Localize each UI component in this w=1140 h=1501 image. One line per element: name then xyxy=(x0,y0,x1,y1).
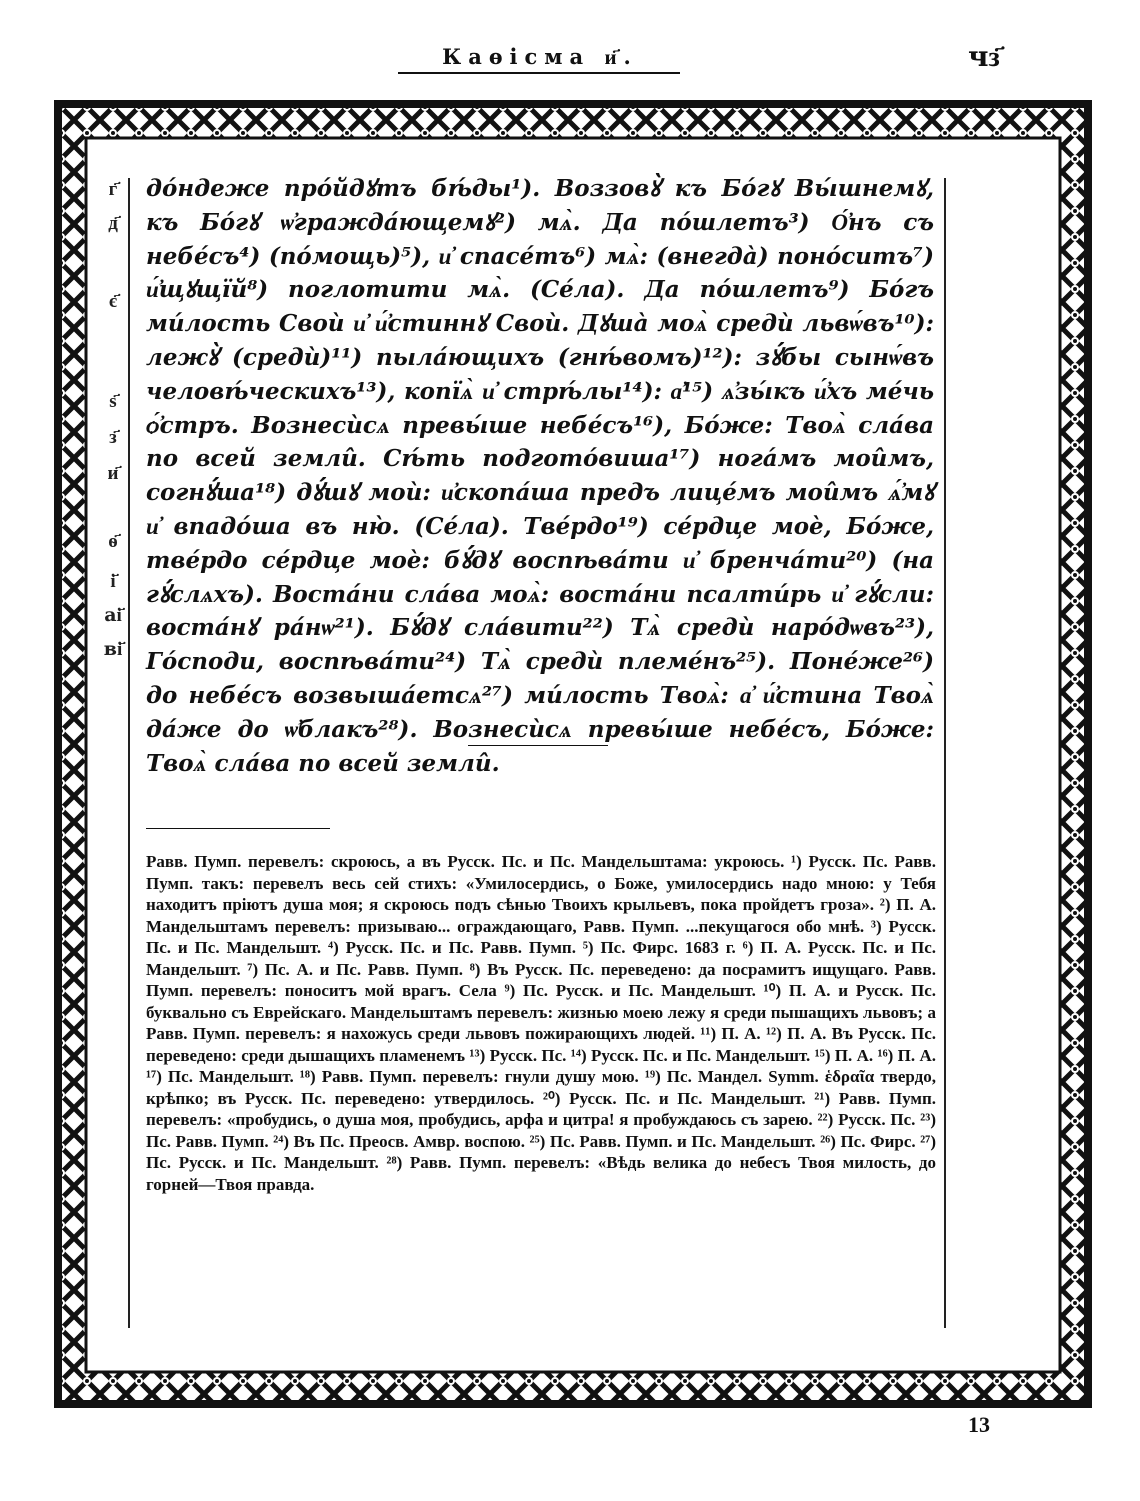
verse-number: и҃ xyxy=(107,462,119,484)
footnotes-paragraph: Равв. Пумп. перевелъ: скроюсь, а въ Русск. Пс. и Пс. Мандельштама: укроюсь. ¹) Русск. Пс. Равв. Пумп. такъ: перевелъ весь сей стихъ: «Умилосердись, о Боже, умилосердись надо мною: у Тебя находитъ прiютъ душа моя; я скроюсь подъ сѣнью Твоихъ крыльевъ, пока пройдетъ гроза». ²) П. А. Мандельштамъ перевелъ: призываю... ограждающаго, Равв. Пумп. ...пекущагося обо мнѣ. ³) Русск. Пс. и Пс. Мандельшт. ⁴) Русск. Пс. и Пс. Равв. Пумп. ⁵) Пс. Фирс. 1683 г. ⁶) П. А. Русск. Пс. и Пс. Мандельшт. ⁷) Пс. А. и Пс. Равв. Пумп. ⁸) Въ Русск. Пс. переведено: да посрамитъ ищущаго. Равв. Пумп. перевелъ: поноситъ мой врагъ. Села ⁹) Пс. Русск. и Пс. Мандельшт. ¹⁰) П. А. и Русск. Пс. буквально съ Еврейскаго. Мандельштамъ перевелъ: жизнью моею лежу я среди пышащихъ львовъ; а Равв. Пумп. перевелъ: я нахожусь среди львовъ пожирающихъ людей. ¹¹) П. А. ¹²) П. А. Въ Русск. Пс. переведено: среди дышащихъ пламенемъ ¹³) Русск. Пс. ¹⁴) Русск. Пс. и Пс. Мандельшт. ¹⁵) П. А. ¹⁶) П. А. ¹⁷) Пс. Мандельшт. ¹⁸) Равв. Пумп. перевелъ: гнули душу мою. ¹⁹) Пс. Мандел. Symm. ἑδραῖα твердо, крѣпко; въ Русск. Пс. переведено: утвердилось. ²⁰) Русск. Пс. и Пс. Мандельшт. ²¹) Равв. Пумп. перевелъ: «пробудись, о душа моя, пробудись, арфа и цитра! я пробуждаюсь съ зарею. ²²) Русск. Пс. ²³) Пс. Равв. Пумп. ²⁴) Въ Пс. Преосв. Амвр. воспою. ²⁵) Пс. Равв. Пумп. и Пс. Мандельшт. ²⁶) Пс. Фирс. ²⁷) Пс. Русск. и Пс. Мандельшт. ²⁸) Равв. Пумп. перевелъ: «Вѣдь велика до небесъ Твоя милость, до горней—Твоя правда. xyxy=(146,852,936,1194)
folio-number: чз҃ xyxy=(968,40,1000,73)
footnote-rule xyxy=(146,828,330,829)
verse-number: г҃ xyxy=(108,178,118,200)
verse-number: і҃ xyxy=(110,570,116,592)
footnotes xyxy=(146,851,936,1195)
verse-number: є҃ xyxy=(108,290,118,312)
verse-number: ві҃ xyxy=(103,638,123,660)
running-title: Каѳісма и҃. xyxy=(442,44,638,69)
verse-number: ѳ҃ xyxy=(108,530,118,552)
margin-rule-left xyxy=(128,178,130,1328)
psalm-text xyxy=(146,172,934,780)
section-divider xyxy=(468,745,608,746)
verse-number: ѕ҃ xyxy=(109,390,117,412)
psalm-paragraph: дóндеже прóйдꙋтъ бѣ́ды¹). Воззовꙋ̀ къ Бóгꙋ Вы́шнемꙋ, къ Бóгꙋ ѡ҆гражда́ющемꙋ²) мѧ̀. Да пóшлетъ³) О҆́нъ съ небе́съ⁴) (пóмощь)⁵), и҆ спасе́тъ⁶) мѧ̀: (внегда̀) понóситъ⁷) и҆́щꙋщїй⁸) поглотити мѧ̀. (Се́ла). Да пóшлетъ⁹) Бóгъ ми́лость Своѝ и҆ и҆́стиннꙋ Своѝ. Дꙋша̀ моѧ̀ средѝ львѡ́въ¹⁰): лежꙋ̀ (средѝ)¹¹) пыла́ющихъ (гнѣ́вомъ)¹²): зꙋ́бы сынѡ́въ человѣ́ческихъ¹³), копїѧ̀ и҆ стрѣ́лы¹⁴): а҆¹⁵) ѧ҆зы́къ и҆́хъ ме́чь ѻ҆́стръ. Вознесѝсѧ превы́ше небе́съ¹⁶), Бо́же: Твоѧ̀ сла́ва по всей земли̂. Сѣ́ть подготóвиша¹⁷) ногáмъ мои̂мъ, согнꙋ́ша¹⁸) дꙋ́шꙋ моѝ: и҆скопа́ша предъ лице́мъ мои̂мъ ѧ҆́мꙋ и҆ впадóша въ ню̀. (Се́ла). Тве́рдо¹⁹) се́рдце моѐ, Бо́же, тве́рдо се́рдце моѐ: бꙋ́дꙋ воспѣва́ти и҆ бренча́ти²⁰) (на гꙋ́слѧхъ). Воста́ни сла́ва моѧ̀: воста́ни псалти́рь и҆ гꙋ́сли: воста́нꙋ ра́нѡ²¹). Бꙋ́дꙋ сла́вити²²) Тѧ̀ средѝ нарóдѡвъ²³), Гóсподи, воспѣва́ти²⁴) Тѧ̀ средѝ племе́нъ²⁵). Поне́же²⁶) до небе́съ возвыша́етсѧ²⁷) ми́лость Твоѧ̀: а҆ и҆́стина Твоѧ̀ да́же до ѡ҆блакъ²⁸). Вознесѝсѧ превы́ше небе́съ, Бо́же: Твоѧ̀ сла́ва по всей земли̂. xyxy=(146,175,934,777)
verse-number: аі҃ xyxy=(104,604,122,626)
margin-rule-right xyxy=(944,178,946,1328)
page-number: 13 xyxy=(968,1412,990,1437)
header-rule xyxy=(398,72,680,74)
verse-number: д҃ xyxy=(108,212,118,234)
verse-number: з҃ xyxy=(109,426,117,448)
